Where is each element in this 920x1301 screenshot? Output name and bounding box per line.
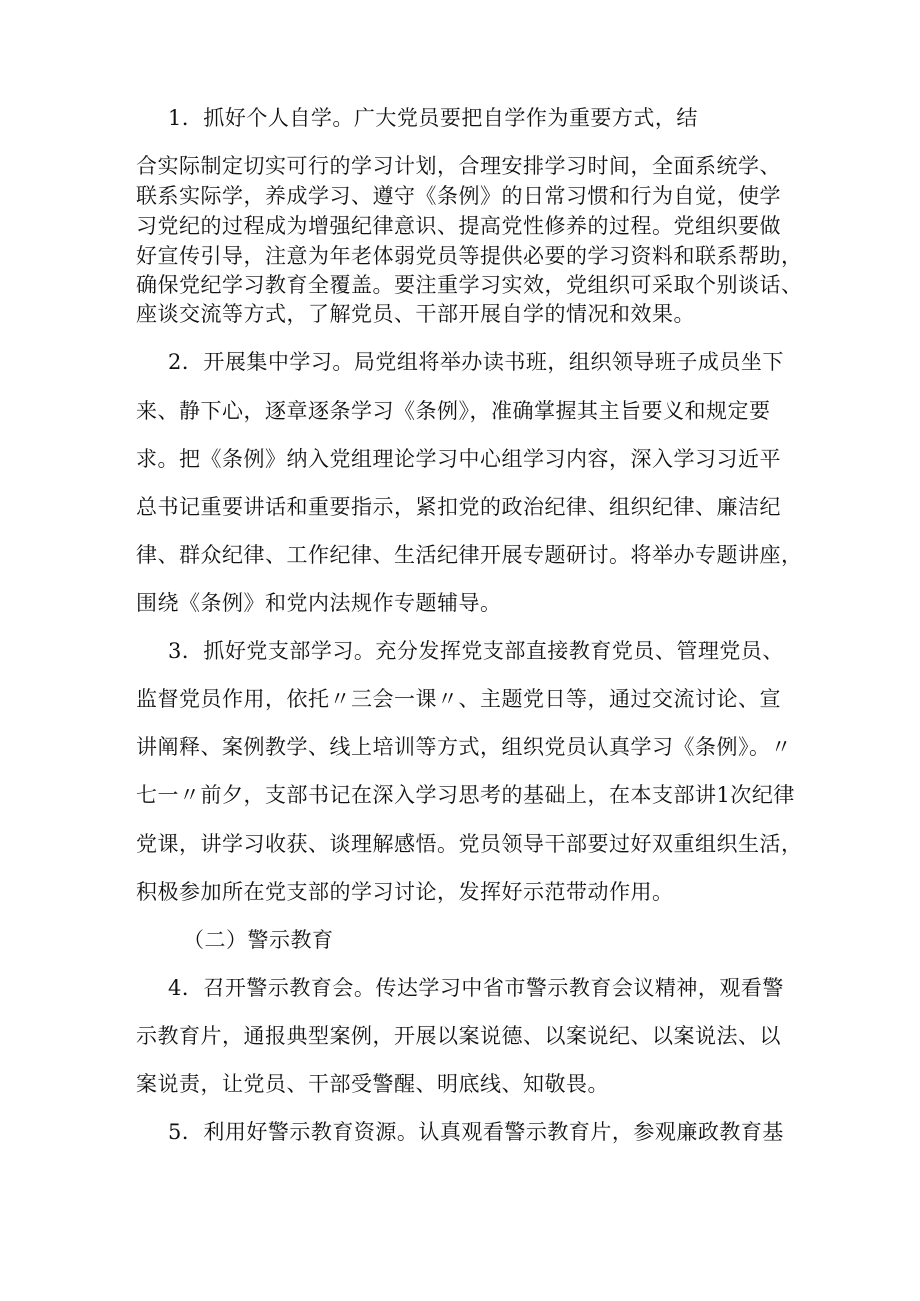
item-1-line-1: 1．抓好个人自学。广大党员要把自学作为重要方式，结 [168,106,698,130]
item-1-line-4: 习党纪的过程成为增强纪律意识、提高党性修养的过程。党组织要做 [136,214,781,238]
item-1-line-7: 座谈交流等方式，了解党员、干部开展自学的情况和效果。 [136,302,695,326]
item-3-line-5: 党课，讲学习收获、谈理解感悟。党员领导干部要过好双重组织生活， [136,832,803,856]
item-2-line-6: 围绕《条例》和党内法规作专题辅导。 [136,591,502,615]
item-3-line-2: 监督党员作用，依托〃三会一课〃、主题党日等，通过交流讨论、宣 [136,687,781,711]
item-1-line-6: 确保党纪学习教育全覆盖。要注重学习实效，党组织可采取个别谈话、 [136,273,803,297]
item-4-line-1: 4．召开警示教育会。传达学习中省市警示教育会议精神，观看警 [168,976,784,1000]
item-2-line-4: 总书记重要讲话和重要指示，紧扣党的政治纪律、组织纪律、廉洁纪 [136,495,781,519]
item-2-line-1: 2．开展集中学习。局党组将举办读书班，组织领导班子成员坐下 [168,350,784,374]
item-4-line-3: 案说责，让党员、干部受警醒、明底线、知敬畏。 [136,1072,609,1096]
item-3-line-3: 讲阐释、案例教学、线上培训等方式，组织党员认真学习《条例》。〃 [136,735,792,759]
section-heading-warning-education: （二）警示教育 [183,928,334,952]
item-3-line-4: 七一〃前夕，支部书记在深入学习思考的基础上，在本支部讲1次纪律 [136,783,795,807]
item-3-line-1: 3．抓好党支部学习。充分发挥党支部直接教育党员、管理党员、 [168,639,784,663]
item-2-line-5: 律、群众纪律、工作纪律、生活纪律开展专题研讨。将举办专题讲座， [136,543,803,567]
item-4-line-2: 示教育片，通报典型案例，开展以案说德、以案说纪、以案说法、以 [136,1024,781,1048]
item-5-line-1: 5．利用好警示教育资源。认真观看警示教育片，参观廉政教育基 [168,1120,784,1144]
item-1-line-2: 合实际制定切实可行的学习计划，合理安排学习时间，全面系统学、 [136,154,781,178]
item-1-line-5: 好宣传引导，注意为年老体弱党员等提供必要的学习资料和联系帮助， [136,244,803,268]
item-2-line-2: 来、静下心，逐章逐条学习《条例》，准确掌握其主旨要义和规定要 [136,399,771,423]
item-3-line-6: 积极参加所在党支部的学习讨论，发挥好示范带动作用。 [136,880,674,904]
item-2-line-3: 求。把《条例》纳入党组理论学习中心组学习内容，深入学习习近平 [136,447,781,471]
item-1-line-3: 联系实际学，养成学习、遵守《条例》的日常习惯和行为自觉，使学 [136,184,781,208]
